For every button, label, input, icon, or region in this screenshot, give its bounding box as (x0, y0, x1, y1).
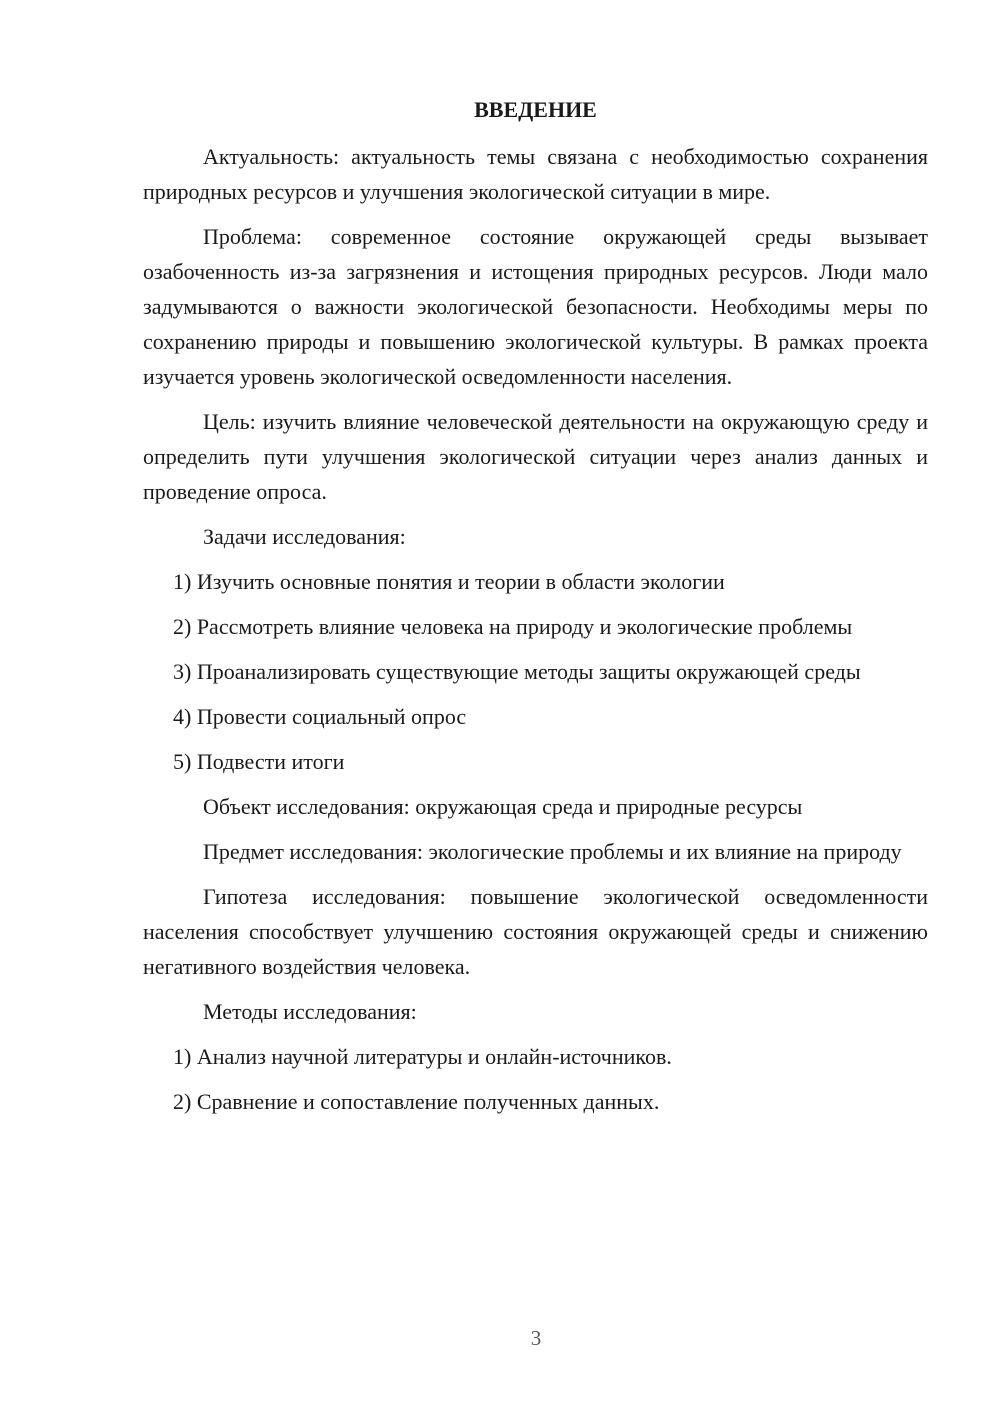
goal-paragraph: Цель: изучить влияние человеческой деятельности на окружающую среду и определить пути улучшения экологической ситуации через анализ данных и проведение опроса. (143, 409, 928, 504)
object-paragraph: Объект исследования: окружающая среда и природные ресурсы (203, 794, 803, 819)
page-title: ВВЕДЕНИЕ (474, 97, 597, 122)
tasks-heading: Задачи исследования: (203, 524, 406, 549)
method-item-1: 1) Анализ научной литературы и онлайн-источников. (173, 1044, 672, 1069)
task-item-4: 4) Провести социальный опрос (173, 704, 467, 729)
method-item-2: 2) Сравнение и сопоставление полученных данных. (173, 1089, 660, 1114)
task-item-3: 3) Проанализировать существующие методы защиты окружающей среды (173, 659, 861, 684)
methods-heading: Методы исследования: (203, 999, 417, 1024)
subject-paragraph: Предмет исследования: экологические проблемы и их влияние на природу (203, 839, 902, 864)
task-item-1: 1) Изучить основные понятия и теории в области экологии (173, 569, 725, 594)
relevance-paragraph: Актуальность: актуальность темы связана с необходимостью сохранения природных ресурсов и улучшения экологической ситуации в мире. (143, 144, 928, 204)
problem-paragraph: Проблема: современное состояние окружающей среды вызывает озабоченность из-за загрязнения и истощения природных ресурсов. Люди мало задумываются о важности экологической безопасности. Необходимы меры по сохранению природы и повышению экологической культуры. В рамках проекта изучается уровень экологической осведомленности населения. (143, 224, 928, 389)
page-number: 3 (530, 1326, 542, 1350)
document-page (143, 92, 928, 1129)
task-item-5: 5) Подвести итоги (173, 749, 345, 774)
task-item-2: 2) Рассмотреть влияние человека на природу и экологические проблемы (173, 614, 853, 639)
hypothesis-paragraph: Гипотеза исследования: повышение экологической осведомленности населения способствует улучшению состояния окружающей среды и снижению негативного воздействия человека. (143, 884, 928, 979)
